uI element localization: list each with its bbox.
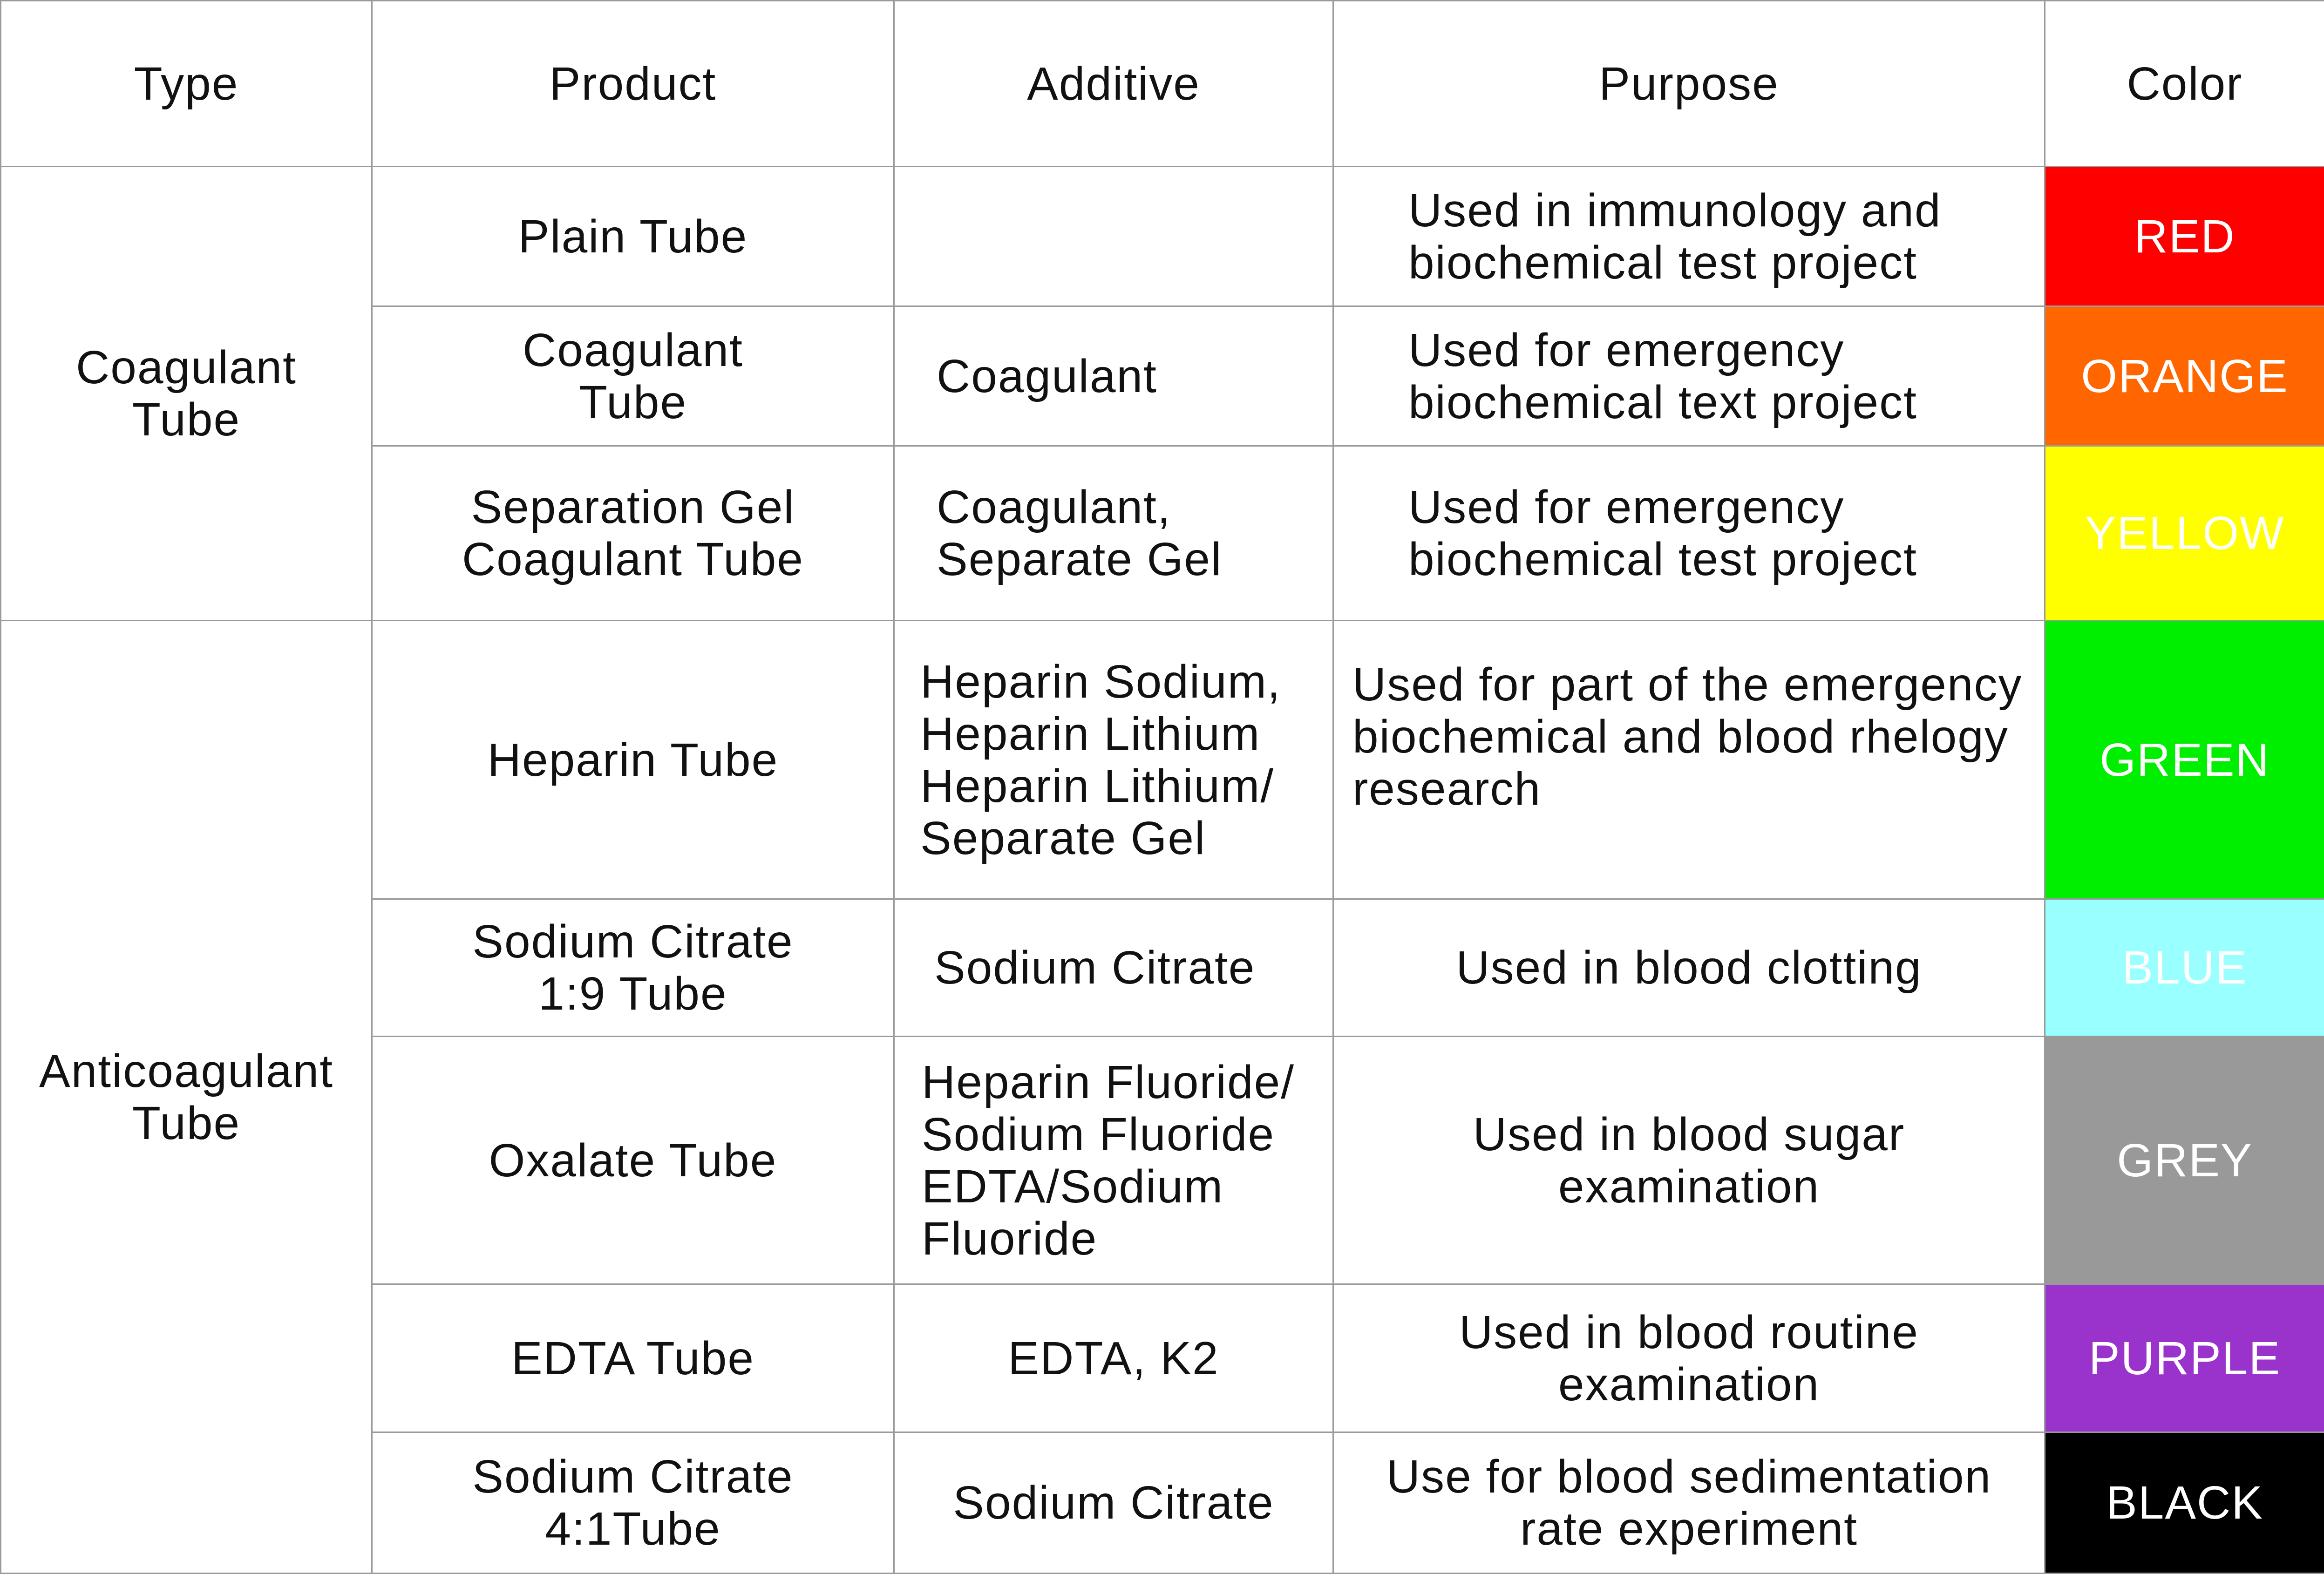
purpose-cell	[1333, 167, 2045, 306]
purpose-cell	[1333, 1432, 2045, 1574]
product-cell	[372, 1432, 894, 1574]
purpose-label: Used in blood routine examination	[1334, 1306, 2044, 1411]
purpose-cell	[1333, 1284, 2045, 1432]
product-label: Heparin Tube	[373, 734, 893, 786]
table-row	[1, 621, 2324, 899]
product-cell	[372, 446, 894, 621]
color-label: YELLOW	[2045, 507, 2324, 559]
group-coagulant-tube	[1, 167, 372, 621]
color-swatch-black	[2045, 1432, 2324, 1574]
header-type: Type	[1, 1, 372, 167]
group-label: Coagulant Tube	[1, 341, 371, 446]
color-swatch-red	[2045, 167, 2324, 306]
purpose-cell	[1333, 899, 2045, 1037]
additive-label: Coagulant	[937, 350, 1332, 402]
purpose-label: Used for emergency biochemical test project	[1408, 481, 2044, 585]
group-anticoagulant-tube	[1, 621, 372, 1574]
color-label: GREEN	[2045, 734, 2324, 786]
product-cell	[372, 899, 894, 1037]
additive-cell	[894, 1432, 1333, 1574]
additive-cell	[894, 446, 1333, 621]
purpose-label: Used in immunology and biochemical test project	[1408, 184, 2044, 289]
color-swatch-green	[2045, 621, 2324, 899]
additive-label: Sodium Citrate	[934, 942, 1332, 994]
color-label: ORANGE	[2045, 350, 2324, 402]
header-additive: Additive	[894, 1, 1333, 167]
color-swatch-yellow	[2045, 446, 2324, 621]
product-cell	[372, 1284, 894, 1432]
product-label: Sodium Citrate 4:1Tube	[373, 1451, 893, 1555]
purpose-label: Used in blood clotting	[1334, 942, 2044, 994]
color-label: GREY	[2045, 1134, 2324, 1187]
color-swatch-blue	[2045, 899, 2324, 1037]
additive-cell	[894, 1037, 1333, 1284]
color-label: BLUE	[2045, 942, 2324, 994]
table-row	[1, 167, 2324, 306]
purpose-label: Used for part of the emergency biochemical and blood rhelogy research	[1352, 658, 2044, 815]
purpose-cell	[1333, 1037, 2045, 1284]
purpose-label: Use for blood sedimentation rate experiment	[1334, 1451, 2044, 1555]
color-swatch-purple	[2045, 1284, 2324, 1432]
additive-label: EDTA, K2	[895, 1332, 1332, 1384]
additive-label: Coagulant, Separate Gel	[937, 481, 1332, 585]
purpose-cell	[1333, 446, 2045, 621]
additive-cell	[894, 621, 1333, 899]
product-cell	[372, 621, 894, 899]
additive-label: Heparin Sodium, Heparin Lithium Heparin Lithium/ Separate Gel	[920, 656, 1332, 864]
additive-cell	[894, 899, 1333, 1037]
color-swatch-grey	[2045, 1037, 2324, 1284]
color-swatch-orange	[2045, 306, 2324, 446]
product-label: Coagulant Tube	[373, 324, 893, 428]
product-label: EDTA Tube	[373, 1332, 893, 1384]
group-label: Anticoagulant Tube	[1, 1045, 371, 1149]
purpose-cell	[1333, 621, 2045, 899]
header-row	[1, 1, 2324, 167]
color-label: BLACK	[2045, 1477, 2324, 1529]
header-color: Color	[2045, 1, 2324, 167]
product-cell	[372, 1037, 894, 1284]
product-cell	[372, 306, 894, 446]
additive-label: Heparin Fluoride/ Sodium Fluoride EDTA/Sodium Fluoride	[922, 1056, 1332, 1265]
product-label: Sodium Citrate 1:9 Tube	[373, 916, 893, 1020]
product-label: Oxalate Tube	[373, 1134, 893, 1187]
additive-label: Sodium Citrate	[895, 1477, 1332, 1529]
additive-cell	[894, 167, 1333, 306]
header-product: Product	[372, 1, 894, 167]
purpose-label: Used in blood sugar examination	[1334, 1108, 2044, 1213]
additive-cell	[894, 306, 1333, 446]
purpose-cell	[1333, 306, 2045, 446]
color-label: RED	[2045, 210, 2324, 263]
product-label: Separation Gel Coagulant Tube	[373, 481, 893, 585]
purpose-label: Used for emergency biochemical text project	[1408, 324, 2044, 428]
product-cell	[372, 167, 894, 306]
additive-cell	[894, 1284, 1333, 1432]
color-label: PURPLE	[2045, 1332, 2324, 1384]
product-label: Plain Tube	[373, 210, 893, 263]
header-purpose: Purpose	[1333, 1, 2045, 167]
